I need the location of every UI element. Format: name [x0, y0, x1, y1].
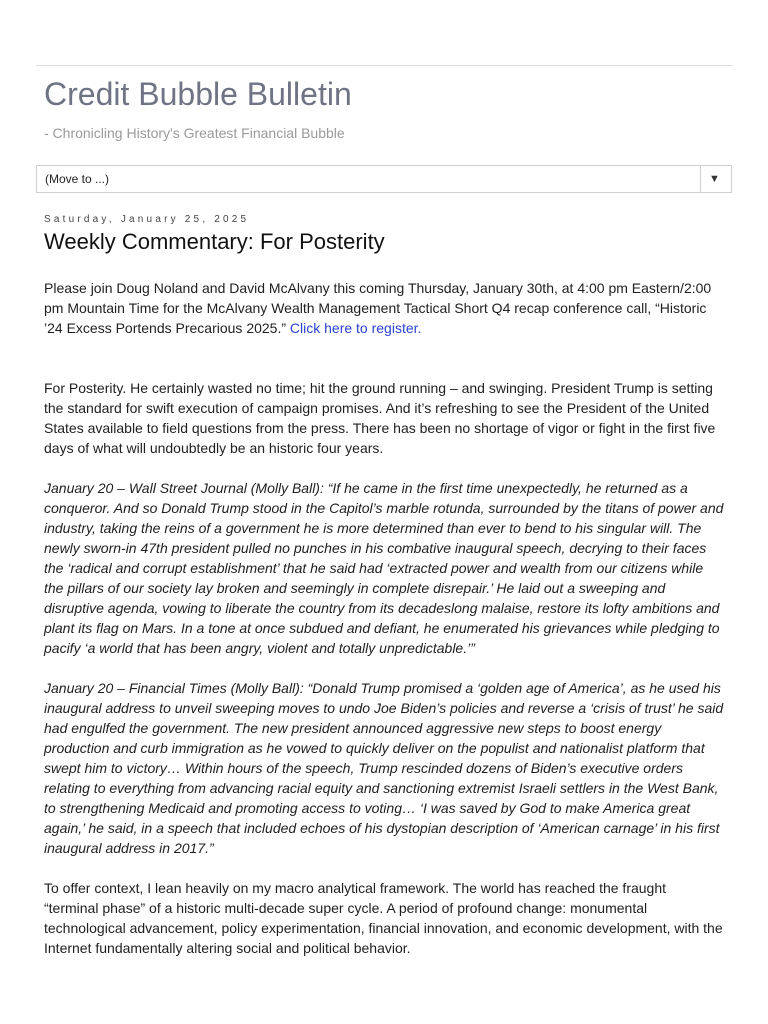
quote-ft [44, 678, 724, 858]
paragraph-posterity [44, 378, 724, 458]
intro-paragraph [44, 278, 724, 338]
register-link[interactable]: Click here to register. [289, 320, 422, 336]
blog-title[interactable]: Credit Bubble Bulletin [44, 76, 352, 112]
header-divider [36, 65, 733, 66]
select-divider [700, 166, 701, 192]
intro-text: Please join Doug Noland and David McAlvany this coming Thursday, January 30th, at 4:00 pm Eastern/2:00 pm Mountain Time for the McAlvany Wealth Management Tactical Short Q4 recap conference call, “Historic ’24 Excess Portends Precarious 2025.” [44, 280, 712, 336]
quote-wsj [44, 478, 724, 658]
triangle-down-icon[interactable]: ▼ [709, 173, 720, 185]
paragraph-text: For Posterity. He certainly wasted no time; hit the ground running – and swinging. President Trump is setting the standard for swift execution of campaign promises. And it’s refreshing to see the President of the United States available to field questions from the press. There has been no shortage of vigor or fight in the first five days of what will undoubtedly be an historic four years. [44, 380, 716, 456]
blog-description: - Chronicling History's Greatest Financial Bubble [44, 125, 345, 141]
post-date: Saturday, January 25, 2025 [44, 214, 250, 225]
move-to-select-value: (Move to ...) [45, 172, 110, 186]
quote-text: January 20 – Financial Times (Molly Ball): “Donald Trump promised a ‘golden age of America’, as he used his inaugural address to unveil sweeping moves to undo Joe Biden’s policies and reverse a ‘crisis of trust’ he said had engulfed the government. The new president announced aggressive new steps to boost energy production and curb immigration as he vowed to quickly deliver on the populist and nationalist platform that swept him to victory… Within hours of the speech, Trump rescinded dozens of Biden’s executive orders relating to everything from advancing racial equity and sanctioning extremist Israeli settlers in the West Bank, to strengthening Medicaid and promoting access to voting… ‘I was saved by God to make America great again,’ he said, in a speech that included echoes of his dystopian description of ‘American carnage’ in his first inaugural address in 2017.” [44, 680, 724, 856]
move-to-select[interactable] [36, 165, 732, 193]
quote-text: January 20 – Wall Street Journal (Molly Ball): “If he came in the first time unexpectedly, he returned as a conqueror. And so Donald Trump stood in the Capitol’s marble rotunda, surrounded by the titans of power and industry, taking the reins of a government he is more determined than ever to bend to his singular will. The newly sworn-in 47th president pulled no punches in his combative inaugural speech, decrying to their faces the ‘radical and corrupt establishment’ that he said had ‘extracted power and wealth from our citizens while the pillars of our society lay broken and seemingly in complete disrepair.’ He laid out a sweeping and disruptive agenda, vowing to liberate the country from its decadeslong malaise, restore its lofty ambitions and plant its flag on Mars. In a tone at once subdued and defiant, he enumerated his grievances while pledging to pacify ‘a world that has been angry, violent and totally unpredictable.’” [44, 480, 724, 656]
post-title[interactable]: Weekly Commentary: For Posterity [44, 229, 385, 254]
paragraph-context [44, 878, 724, 958]
paragraph-text: To offer context, I lean heavily on my macro analytical framework. The world has reached the fraught “terminal phase” of a historic multi-decade super cycle. A period of profound change: monumental technological advancement, policy experimentation, financial innovation, and economic development, with the Internet fundamentally altering social and political behavior. [44, 880, 723, 956]
